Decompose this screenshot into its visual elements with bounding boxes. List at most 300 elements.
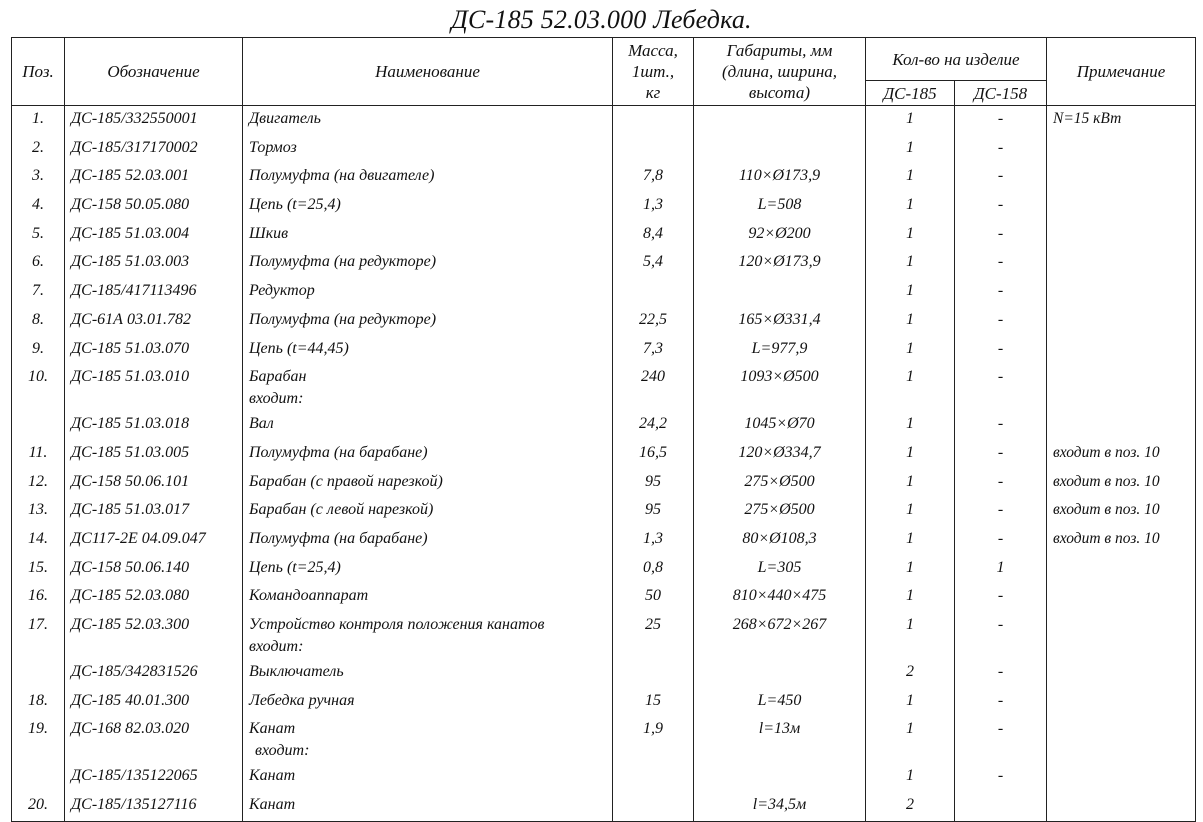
cell-name-text: Цепь (t=44,45) bbox=[249, 339, 349, 357]
cell-position-text: 17. bbox=[28, 616, 48, 633]
cell-position-text: 19. bbox=[28, 720, 48, 738]
cell-qty-ds185 bbox=[866, 249, 955, 278]
cell-designation bbox=[65, 307, 243, 336]
cell-qty-ds158 bbox=[955, 659, 1047, 688]
cell-qty-ds185 bbox=[866, 135, 955, 164]
cell-qty-ds158 bbox=[955, 278, 1047, 307]
cell-mass-text: 7,8 bbox=[643, 167, 663, 185]
cell-qty-ds158-text: - bbox=[997, 110, 1004, 127]
cell-dimensions bbox=[694, 278, 866, 307]
cell-name bbox=[243, 440, 613, 469]
cell-position bbox=[12, 763, 65, 792]
cell-mass bbox=[613, 249, 694, 278]
document-title: ДС-185 52.03.000 Лебедка. bbox=[451, 5, 752, 34]
cell-dimensions bbox=[694, 612, 866, 659]
cell-qty-ds158-text: - bbox=[997, 196, 1004, 214]
cell-designation bbox=[65, 249, 243, 278]
cell-qty-ds185-text: 1 bbox=[906, 253, 914, 271]
table-row bbox=[12, 307, 1196, 336]
cell-mass-text: 95 bbox=[645, 501, 661, 519]
cell-note bbox=[1047, 135, 1196, 164]
cell-note bbox=[1047, 716, 1196, 763]
cell-designation-text: ДС-185 40.01.300 bbox=[71, 691, 190, 709]
cell-position bbox=[12, 411, 65, 440]
cell-dimensions bbox=[694, 688, 866, 717]
cell-qty-ds185 bbox=[866, 192, 955, 221]
cell-name-text: Двигатель bbox=[249, 110, 321, 127]
cell-mass-text: 15 bbox=[645, 691, 661, 709]
cell-name bbox=[243, 612, 613, 659]
cell-mass-text: 22,5 bbox=[639, 310, 667, 328]
cell-note bbox=[1047, 688, 1196, 717]
cell-qty-ds158 bbox=[955, 716, 1047, 763]
cell-name-text: Полумуфта (на редукторе) bbox=[249, 310, 437, 328]
cell-qty-ds185 bbox=[866, 163, 955, 192]
cell-note-text: входит в поз. 10 bbox=[1053, 529, 1160, 547]
cell-name bbox=[243, 688, 613, 717]
cell-name bbox=[243, 526, 613, 555]
cell-position bbox=[12, 307, 65, 336]
cell-qty-ds185-text: 1 bbox=[906, 196, 914, 214]
cell-position bbox=[12, 106, 65, 135]
cell-dimensions-text: 120×Ø334,7 bbox=[738, 443, 821, 461]
cell-designation-text: ДС-158 50.06.140 bbox=[71, 558, 190, 576]
cell-name-text: Барабан (с левой нарезкой) bbox=[249, 501, 434, 519]
cell-dimensions bbox=[694, 192, 866, 221]
table-row bbox=[12, 688, 1196, 717]
cell-mass bbox=[613, 135, 694, 164]
cell-qty-ds158-text: - bbox=[997, 415, 1004, 433]
cell-position-text: 16. bbox=[28, 587, 48, 605]
specification-table bbox=[11, 37, 1196, 822]
cell-qty-ds185 bbox=[866, 440, 955, 469]
table-row bbox=[12, 336, 1196, 365]
cell-position-text: 11. bbox=[28, 443, 48, 461]
cell-position-text: 13. bbox=[28, 501, 48, 519]
cell-position bbox=[12, 163, 65, 192]
cell-dimensions-text: 1093×Ø500 bbox=[740, 368, 819, 386]
cell-name-text: Командоаппарат bbox=[249, 587, 369, 605]
cell-mass-text: 16,5 bbox=[639, 443, 667, 461]
cell-qty-ds158-text: - bbox=[997, 253, 1004, 271]
cell-position bbox=[12, 249, 65, 278]
cell-qty-ds185 bbox=[866, 278, 955, 307]
cell-designation-text: ДС-185 51.03.005 bbox=[71, 443, 190, 461]
cell-dimensions-text: 1045×Ø70 bbox=[744, 415, 815, 433]
cell-position bbox=[12, 659, 65, 688]
cell-dimensions-text: 810×440×475 bbox=[732, 587, 827, 605]
cell-dimensions-text: L=977,9 bbox=[751, 339, 808, 357]
cell-note-text: входит в поз. 10 bbox=[1053, 501, 1160, 519]
cell-qty-ds185-text: 1 bbox=[906, 224, 914, 242]
cell-designation bbox=[65, 612, 243, 659]
cell-designation bbox=[65, 163, 243, 192]
cell-designation-text: ДС-185/417113496 bbox=[71, 282, 197, 300]
cell-mass-text: 25 bbox=[645, 616, 661, 633]
cell-qty-ds158-text: - bbox=[997, 587, 1004, 605]
cell-name-text: Канат bbox=[249, 767, 296, 785]
cell-dimensions-text: 268×672×267 bbox=[732, 616, 827, 633]
cell-note bbox=[1047, 440, 1196, 469]
cell-dimensions bbox=[694, 497, 866, 526]
cell-position-text: 5. bbox=[32, 224, 44, 242]
cell-qty-ds185-text: 2 bbox=[906, 663, 914, 680]
cell-designation bbox=[65, 716, 243, 763]
cell-mass bbox=[613, 278, 694, 307]
cell-position bbox=[12, 469, 65, 498]
cell-mass bbox=[613, 763, 694, 792]
table-row bbox=[12, 716, 1196, 763]
cell-qty-ds158 bbox=[955, 440, 1047, 469]
cell-qty-ds158 bbox=[955, 469, 1047, 498]
cell-dimensions bbox=[694, 469, 866, 498]
cell-designation-text: ДС-185 51.03.070 bbox=[71, 339, 190, 357]
cell-position-text: 15. bbox=[28, 558, 48, 576]
cell-designation-text: ДС-185 52.03.080 bbox=[71, 587, 190, 605]
cell-designation bbox=[65, 336, 243, 365]
cell-designation-text: ДС-158 50.06.101 bbox=[71, 472, 190, 490]
header-dims-line1: Габариты, мм bbox=[726, 41, 833, 60]
cell-name-text: Канат bbox=[249, 796, 296, 814]
cell-position bbox=[12, 278, 65, 307]
cell-designation bbox=[65, 688, 243, 717]
cell-designation-text: ДС-158 50.05.080 bbox=[71, 196, 190, 214]
cell-qty-ds158 bbox=[955, 555, 1047, 584]
header-designation: Обозначение bbox=[65, 38, 243, 106]
cell-note-text: N=15 кВт bbox=[1053, 110, 1122, 127]
cell-designation bbox=[65, 497, 243, 526]
table-row bbox=[12, 763, 1196, 792]
cell-designation bbox=[65, 221, 243, 250]
cell-qty-ds158 bbox=[955, 526, 1047, 555]
cell-name bbox=[243, 163, 613, 192]
cell-dimensions-text: 92×Ø200 bbox=[748, 224, 811, 242]
cell-dimensions-text: 275×Ø500 bbox=[744, 472, 815, 490]
cell-dimensions-text: 275×Ø500 bbox=[744, 501, 815, 519]
cell-qty-ds185 bbox=[866, 411, 955, 440]
cell-mass bbox=[613, 526, 694, 555]
cell-mass bbox=[613, 497, 694, 526]
cell-qty-ds185 bbox=[866, 612, 955, 659]
cell-name-text: Полумуфта (на редукторе) bbox=[249, 253, 437, 271]
header-qty-ds158: ДС-158 bbox=[955, 81, 1047, 106]
cell-mass bbox=[613, 440, 694, 469]
header-quantity: Кол-во на изделие bbox=[866, 38, 1047, 81]
cell-position bbox=[12, 135, 65, 164]
cell-name bbox=[243, 497, 613, 526]
cell-name bbox=[243, 221, 613, 250]
cell-qty-ds185 bbox=[866, 526, 955, 555]
cell-mass-text: 50 bbox=[645, 587, 661, 605]
cell-designation bbox=[65, 555, 243, 584]
table-row bbox=[12, 278, 1196, 307]
specification-body bbox=[12, 106, 1196, 822]
cell-position bbox=[12, 336, 65, 365]
cell-mass-text: 7,3 bbox=[643, 339, 663, 357]
cell-qty-ds158 bbox=[955, 106, 1047, 135]
cell-designation-text: ДС-185 51.03.010 bbox=[71, 368, 190, 386]
cell-designation bbox=[65, 364, 243, 411]
cell-qty-ds185-text: 1 bbox=[906, 720, 914, 738]
cell-qty-ds185-text: 1 bbox=[906, 138, 914, 156]
cell-dimensions bbox=[694, 792, 866, 821]
cell-note-text: входит в поз. 10 bbox=[1053, 472, 1160, 490]
cell-mass bbox=[613, 411, 694, 440]
cell-position-text: 2. bbox=[32, 138, 44, 156]
cell-note bbox=[1047, 555, 1196, 584]
table-row bbox=[12, 612, 1196, 659]
cell-name-text: Цепь (t=25,4) bbox=[249, 196, 341, 214]
cell-note bbox=[1047, 307, 1196, 336]
cell-note bbox=[1047, 364, 1196, 411]
cell-qty-ds185-text: 1 bbox=[906, 616, 914, 633]
cell-name-subtext: входит: bbox=[255, 742, 310, 760]
cell-designation-text: ДС-185 51.03.003 bbox=[71, 253, 190, 271]
cell-qty-ds158 bbox=[955, 763, 1047, 792]
cell-qty-ds185 bbox=[866, 469, 955, 498]
cell-qty-ds185-text: 1 bbox=[906, 339, 914, 357]
cell-name-text: Устройство контроля положения канатов bbox=[249, 616, 545, 633]
cell-position bbox=[12, 497, 65, 526]
cell-designation-text: ДС-185 51.03.017 bbox=[71, 501, 190, 519]
cell-note bbox=[1047, 411, 1196, 440]
cell-note bbox=[1047, 163, 1196, 192]
cell-qty-ds158-text: 1 bbox=[996, 558, 1005, 576]
cell-designation-text: ДС-185/332550001 bbox=[71, 110, 198, 127]
cell-dimensions bbox=[694, 307, 866, 336]
cell-qty-ds158 bbox=[955, 163, 1047, 192]
cell-qty-ds185-text: 1 bbox=[906, 443, 914, 461]
cell-qty-ds185 bbox=[866, 716, 955, 763]
cell-dimensions bbox=[694, 336, 866, 365]
cell-qty-ds158-text: - bbox=[997, 691, 1004, 709]
cell-mass-text: 24,2 bbox=[639, 415, 667, 433]
cell-name-subtext: входит: bbox=[249, 638, 304, 655]
header-dims-line2: (длина, ширина, bbox=[721, 62, 838, 81]
cell-position bbox=[12, 526, 65, 555]
cell-mass-text: 1,9 bbox=[643, 720, 663, 738]
cell-note bbox=[1047, 583, 1196, 612]
cell-name-text: Тормоз bbox=[249, 138, 297, 156]
cell-dimensions bbox=[694, 411, 866, 440]
table-row bbox=[12, 555, 1196, 584]
cell-mass-text: 240 bbox=[641, 368, 665, 386]
cell-designation bbox=[65, 135, 243, 164]
cell-position bbox=[12, 612, 65, 659]
cell-position-text: 6. bbox=[32, 253, 44, 271]
cell-designation-text: ДС-61А 03.01.782 bbox=[71, 310, 191, 328]
cell-name bbox=[243, 583, 613, 612]
cell-qty-ds185 bbox=[866, 221, 955, 250]
cell-dimensions bbox=[694, 555, 866, 584]
table-row bbox=[12, 249, 1196, 278]
cell-qty-ds185 bbox=[866, 364, 955, 411]
table-row bbox=[12, 440, 1196, 469]
table-row bbox=[12, 583, 1196, 612]
cell-mass bbox=[613, 106, 694, 135]
cell-qty-ds158-text: - bbox=[997, 443, 1004, 461]
cell-mass bbox=[613, 163, 694, 192]
cell-qty-ds158 bbox=[955, 497, 1047, 526]
cell-qty-ds185-text: 1 bbox=[906, 691, 914, 709]
cell-qty-ds158-text: - bbox=[997, 767, 1004, 785]
cell-dimensions bbox=[694, 163, 866, 192]
table-row bbox=[12, 221, 1196, 250]
header-dimensions bbox=[694, 38, 866, 106]
cell-position bbox=[12, 716, 65, 763]
cell-mass bbox=[613, 659, 694, 688]
cell-qty-ds158 bbox=[955, 221, 1047, 250]
cell-note bbox=[1047, 249, 1196, 278]
cell-position bbox=[12, 192, 65, 221]
table-row bbox=[12, 526, 1196, 555]
cell-dimensions bbox=[694, 221, 866, 250]
cell-name-text: Барабан (с правой нарезкой) bbox=[249, 472, 443, 490]
cell-name bbox=[243, 555, 613, 584]
cell-qty-ds185 bbox=[866, 555, 955, 584]
cell-qty-ds185-text: 1 bbox=[906, 310, 914, 328]
cell-note bbox=[1047, 221, 1196, 250]
cell-position-text: 12. bbox=[28, 472, 48, 490]
cell-note bbox=[1047, 792, 1196, 821]
cell-mass bbox=[613, 192, 694, 221]
cell-qty-ds158 bbox=[955, 792, 1047, 821]
cell-designation bbox=[65, 792, 243, 821]
cell-qty-ds158-text: - bbox=[997, 138, 1004, 156]
cell-qty-ds158-text: - bbox=[997, 310, 1004, 328]
cell-note bbox=[1047, 336, 1196, 365]
cell-designation-text: ДС-185/342831526 bbox=[71, 663, 198, 680]
cell-name bbox=[243, 659, 613, 688]
cell-note bbox=[1047, 192, 1196, 221]
cell-qty-ds158-text: - bbox=[997, 472, 1004, 490]
cell-position-text: 20. bbox=[28, 796, 48, 814]
cell-dimensions-text: 165×Ø331,4 bbox=[738, 310, 821, 328]
cell-qty-ds185-text: 2 bbox=[906, 796, 914, 814]
cell-position bbox=[12, 555, 65, 584]
cell-qty-ds158-text: - bbox=[997, 224, 1004, 242]
cell-dimensions-text: l=13м bbox=[758, 720, 801, 738]
cell-qty-ds185-text: 1 bbox=[906, 368, 914, 386]
table-row bbox=[12, 135, 1196, 164]
cell-qty-ds158-text: - bbox=[997, 720, 1004, 738]
cell-mass bbox=[613, 336, 694, 365]
cell-dimensions bbox=[694, 249, 866, 278]
cell-mass bbox=[613, 716, 694, 763]
cell-name-text: Полумуфта (на двигателе) bbox=[249, 167, 435, 185]
cell-name-text: Барабан bbox=[249, 368, 307, 386]
cell-designation-text: ДС117-2Е 04.09.047 bbox=[71, 529, 206, 547]
cell-designation-text: ДС-185 52.03.001 bbox=[71, 167, 190, 185]
cell-note bbox=[1047, 106, 1196, 135]
cell-position bbox=[12, 221, 65, 250]
cell-name-subtext: входит: bbox=[249, 390, 304, 408]
cell-mass-text: 8,4 bbox=[643, 224, 663, 242]
cell-designation-text: ДС-185 51.03.004 bbox=[71, 224, 190, 242]
cell-name bbox=[243, 716, 613, 763]
cell-designation-text: ДС-185 51.03.018 bbox=[71, 415, 190, 433]
cell-designation bbox=[65, 469, 243, 498]
cell-qty-ds158 bbox=[955, 135, 1047, 164]
cell-name bbox=[243, 763, 613, 792]
header-qty-ds185: ДС-185 bbox=[866, 81, 955, 106]
table-row bbox=[12, 411, 1196, 440]
table-row bbox=[12, 364, 1196, 411]
cell-position bbox=[12, 440, 65, 469]
cell-name bbox=[243, 135, 613, 164]
cell-mass-text: 95 bbox=[645, 472, 661, 490]
cell-position-text: 10. bbox=[28, 368, 48, 386]
cell-note bbox=[1047, 526, 1196, 555]
cell-note bbox=[1047, 763, 1196, 792]
cell-name-text: Цепь (t=25,4) bbox=[249, 558, 341, 576]
cell-position-text: 4. bbox=[32, 196, 44, 214]
cell-designation bbox=[65, 411, 243, 440]
cell-qty-ds185-text: 1 bbox=[906, 587, 914, 605]
cell-name bbox=[243, 469, 613, 498]
cell-qty-ds185-text: 1 bbox=[906, 558, 914, 576]
cell-qty-ds158 bbox=[955, 411, 1047, 440]
cell-mass bbox=[613, 469, 694, 498]
cell-qty-ds158-text: - bbox=[997, 663, 1004, 680]
cell-designation-text: ДС-185 52.03.300 bbox=[71, 616, 190, 633]
cell-position-text: 3. bbox=[32, 167, 44, 185]
cell-qty-ds158-text: - bbox=[997, 339, 1004, 357]
cell-mass bbox=[613, 792, 694, 821]
cell-name bbox=[243, 192, 613, 221]
cell-qty-ds185 bbox=[866, 307, 955, 336]
cell-note bbox=[1047, 497, 1196, 526]
header-mass-line3: кг bbox=[645, 83, 661, 102]
cell-name bbox=[243, 411, 613, 440]
cell-qty-ds185-text: 1 bbox=[906, 529, 914, 547]
cell-qty-ds158 bbox=[955, 583, 1047, 612]
cell-name bbox=[243, 792, 613, 821]
cell-qty-ds158-text: - bbox=[997, 529, 1004, 547]
table-row bbox=[12, 469, 1196, 498]
table-row bbox=[12, 192, 1196, 221]
cell-note bbox=[1047, 278, 1196, 307]
cell-name bbox=[243, 278, 613, 307]
cell-name bbox=[243, 364, 613, 411]
cell-qty-ds185-text: 1 bbox=[906, 167, 914, 185]
cell-name-text: Выключатель bbox=[249, 663, 344, 680]
cell-name-text: Редуктор bbox=[249, 282, 315, 300]
cell-position bbox=[12, 688, 65, 717]
cell-dimensions-text: L=450 bbox=[757, 691, 802, 709]
cell-designation-text: ДС-185/135127116 bbox=[71, 796, 197, 814]
cell-dimensions bbox=[694, 583, 866, 612]
cell-qty-ds158-text: - bbox=[997, 501, 1004, 519]
cell-mass bbox=[613, 688, 694, 717]
cell-mass bbox=[613, 364, 694, 411]
cell-dimensions-text: 110×Ø173,9 bbox=[738, 167, 821, 185]
cell-position-text: 14. bbox=[28, 529, 48, 547]
cell-qty-ds185 bbox=[866, 688, 955, 717]
cell-position bbox=[12, 792, 65, 821]
cell-qty-ds158 bbox=[955, 307, 1047, 336]
cell-mass-text: 5,4 bbox=[643, 253, 663, 271]
cell-name-text: Полумуфта (на барабане) bbox=[249, 443, 428, 461]
cell-qty-ds158 bbox=[955, 688, 1047, 717]
cell-qty-ds158 bbox=[955, 249, 1047, 278]
table-row bbox=[12, 497, 1196, 526]
cell-designation bbox=[65, 440, 243, 469]
cell-position-text: 7. bbox=[32, 282, 44, 300]
cell-name bbox=[243, 249, 613, 278]
cell-qty-ds158 bbox=[955, 612, 1047, 659]
cell-name bbox=[243, 336, 613, 365]
